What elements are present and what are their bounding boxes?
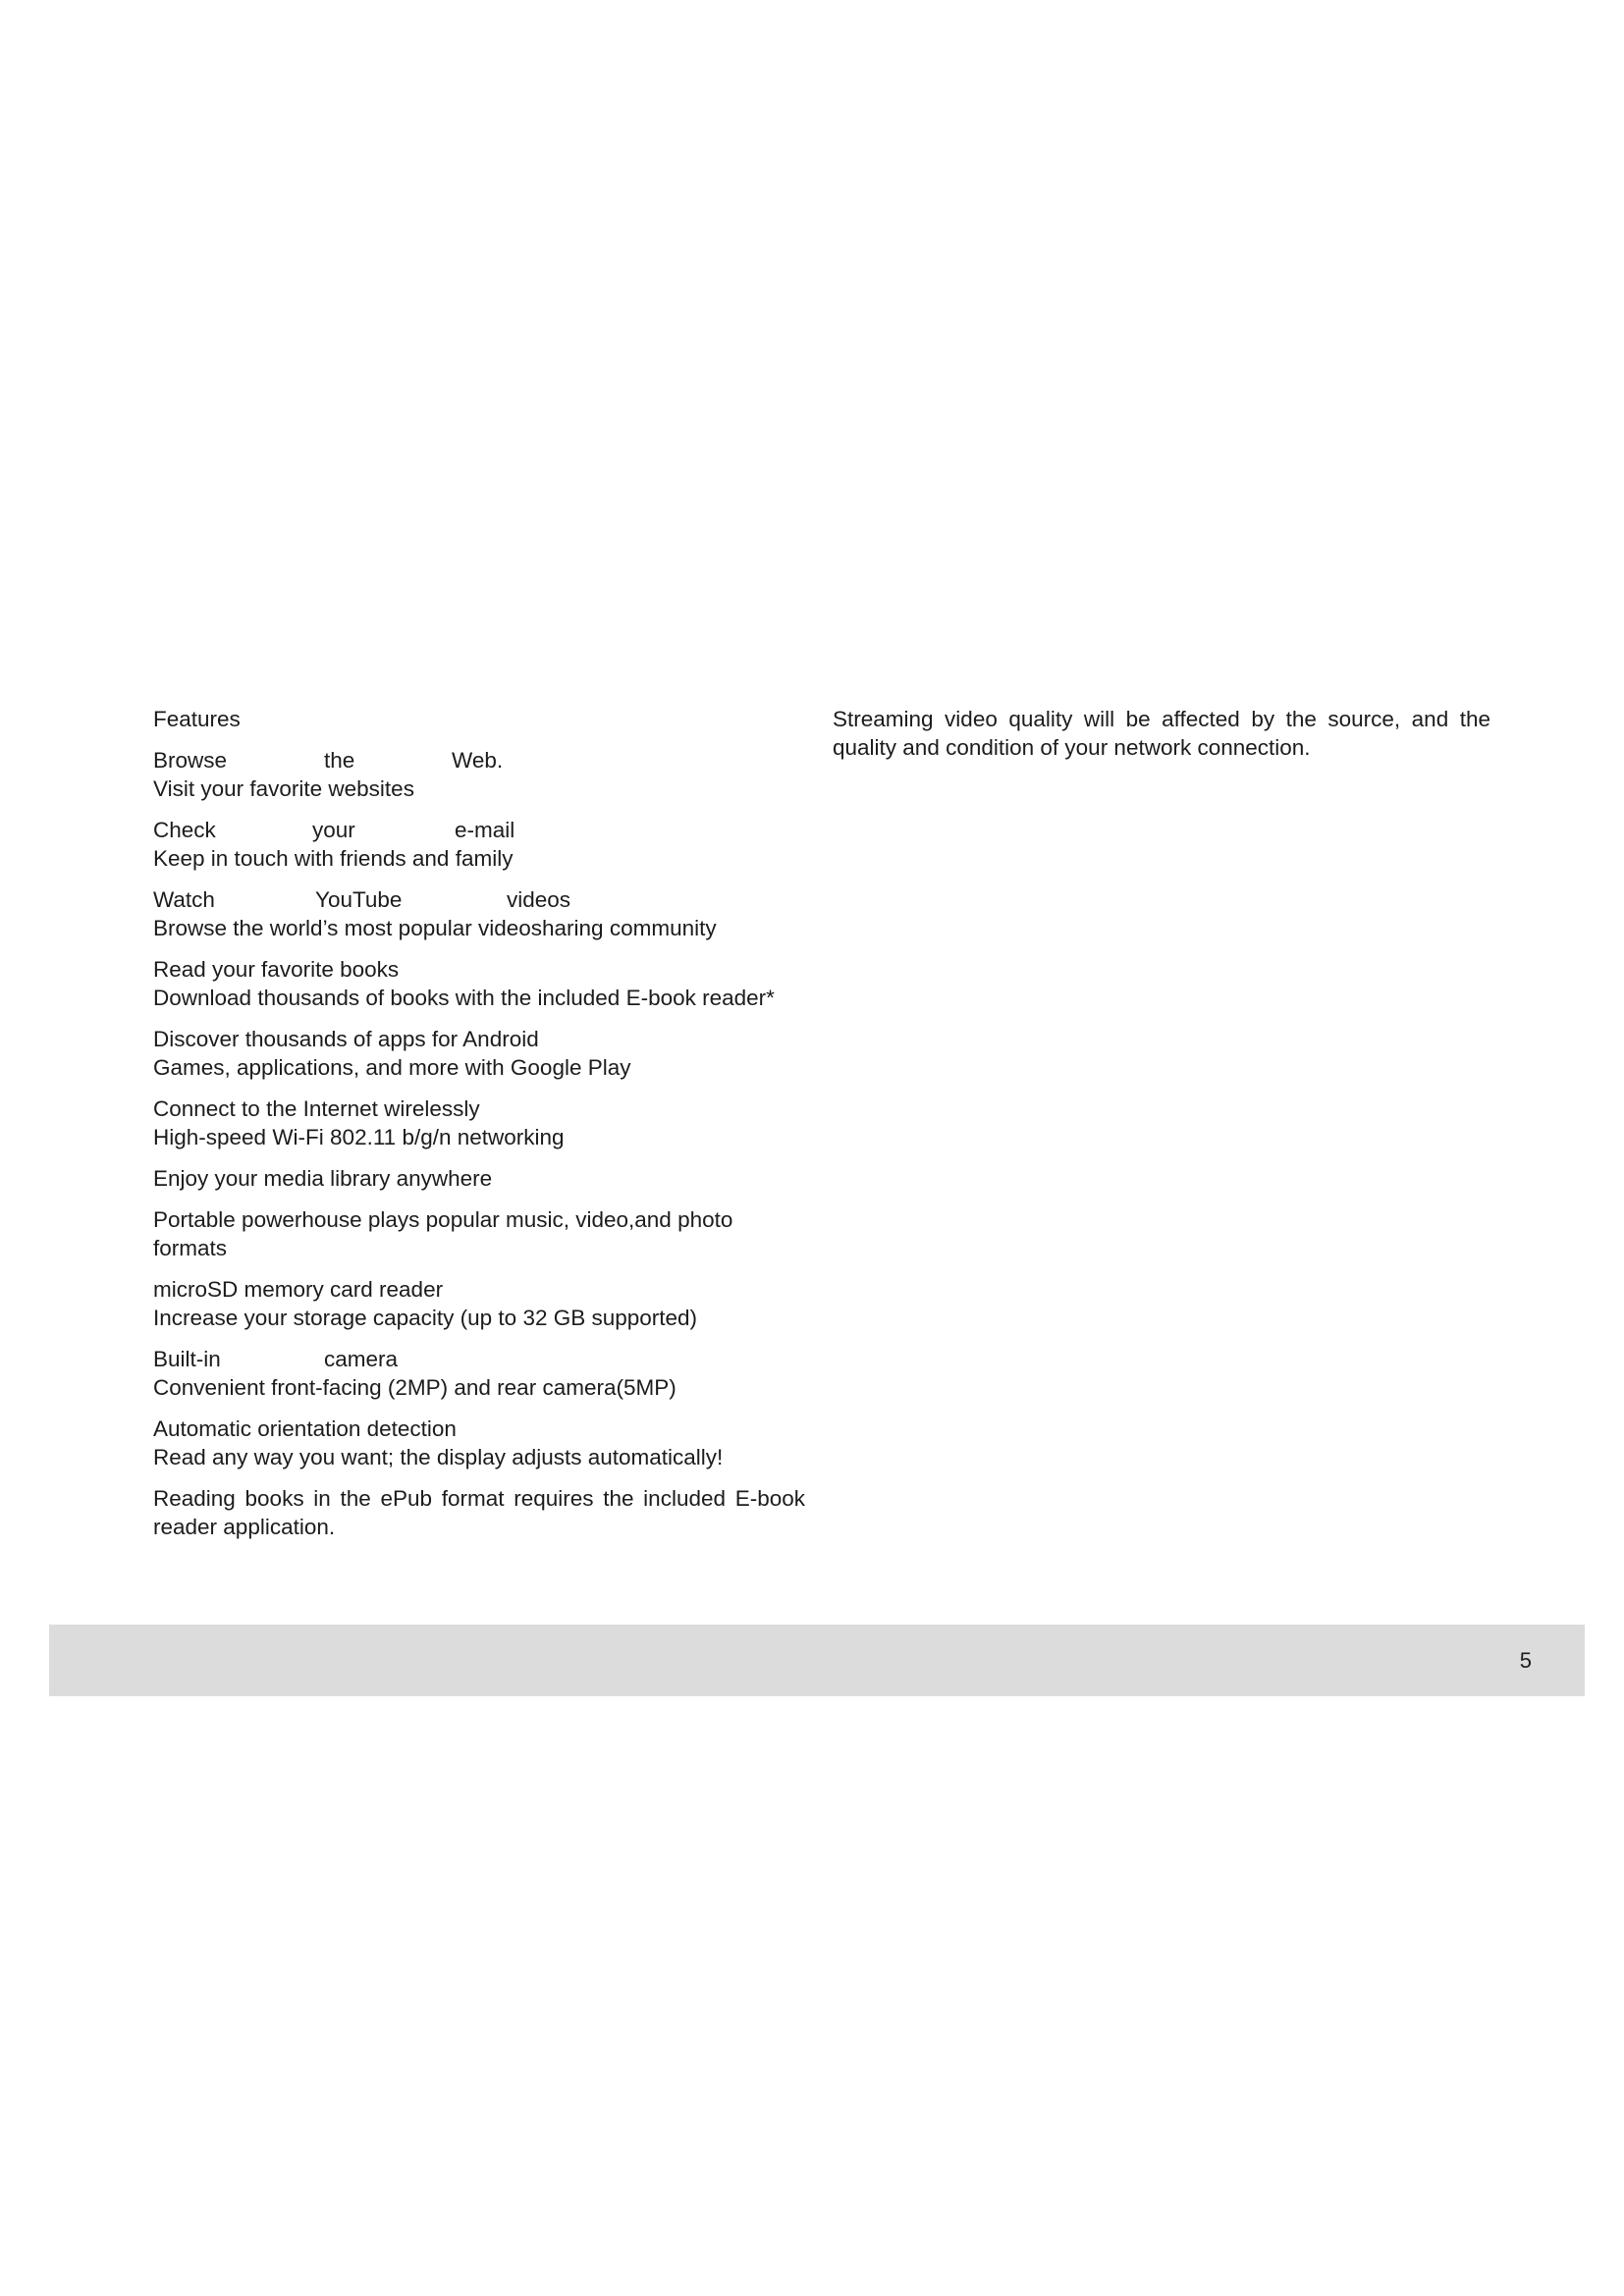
feature-description: Convenient front-facing (2MP) and rear camera(5MP) [153,1375,677,1400]
feature-camera [153,1345,805,1402]
feature-title [153,885,805,914]
feature-description: Read any way you want; the display adjusts automatically! [153,1445,724,1469]
feature-watch-youtube [153,885,805,942]
feature-description: Visit your favorite websites [153,776,414,801]
feature-microsd [153,1275,805,1332]
feature-title: Read your favorite books [153,957,400,982]
features-heading: Features [153,707,241,731]
feature-title-word: your [312,818,355,842]
feature-title: Discover thousands of apps for Android [153,1027,539,1051]
feature-title [153,816,805,844]
feature-description: Browse the world’s most popular videosharing community [153,916,717,940]
feature-title: Enjoy your media library anywhere [153,1166,493,1191]
feature-description: Download thousands of books with the included E-book reader* [153,986,775,1010]
feature-orientation [153,1415,805,1471]
feature-title-word: e-mail [455,818,515,842]
feature-title-word: Watch [153,887,215,912]
feature-title-word: the [324,748,355,773]
ebook-footnote: Reading books in the ePub format requires the included E-book reader application. [153,1486,805,1539]
feature-title: Automatic orientation detection [153,1416,457,1441]
feature-browse-web [153,746,805,803]
feature-description: Increase your storage capacity (up to 32 GB supported) [153,1306,698,1330]
notes-column [833,705,1490,762]
features-column [153,705,805,1541]
feature-description: Games, applications, and more with Google Play [153,1055,631,1080]
feature-title-word: videos [507,887,571,912]
streaming-note: Streaming video quality will be affected by the source, and the quality and condition of your network connection. [833,707,1490,760]
feature-read-books [153,955,805,1012]
feature-title-word: Built-in [153,1347,221,1371]
feature-title-word: Check [153,818,216,842]
feature-title: Connect to the Internet wirelessly [153,1096,480,1121]
feature-title-word: Browse [153,748,228,773]
feature-media-library [153,1164,805,1193]
feature-description: Portable powerhouse plays popular music, video,and photo formats [153,1207,733,1260]
footer-bar [49,1625,1585,1696]
page-number: 5 [1519,1648,1532,1673]
feature-check-email [153,816,805,873]
feature-title [153,1345,805,1373]
feature-connect-wireless [153,1095,805,1151]
feature-title-word: camera [324,1347,399,1371]
feature-description: High-speed Wi-Fi 802.11 b/g/n networking [153,1125,565,1149]
feature-title-word: YouTube [315,887,403,912]
feature-title-word: Web. [452,748,504,773]
feature-title: microSD memory card reader [153,1277,444,1302]
feature-title [153,746,805,774]
feature-portable-powerhouse [153,1205,805,1262]
feature-description: Keep in touch with friends and family [153,846,514,871]
feature-discover-apps [153,1025,805,1082]
